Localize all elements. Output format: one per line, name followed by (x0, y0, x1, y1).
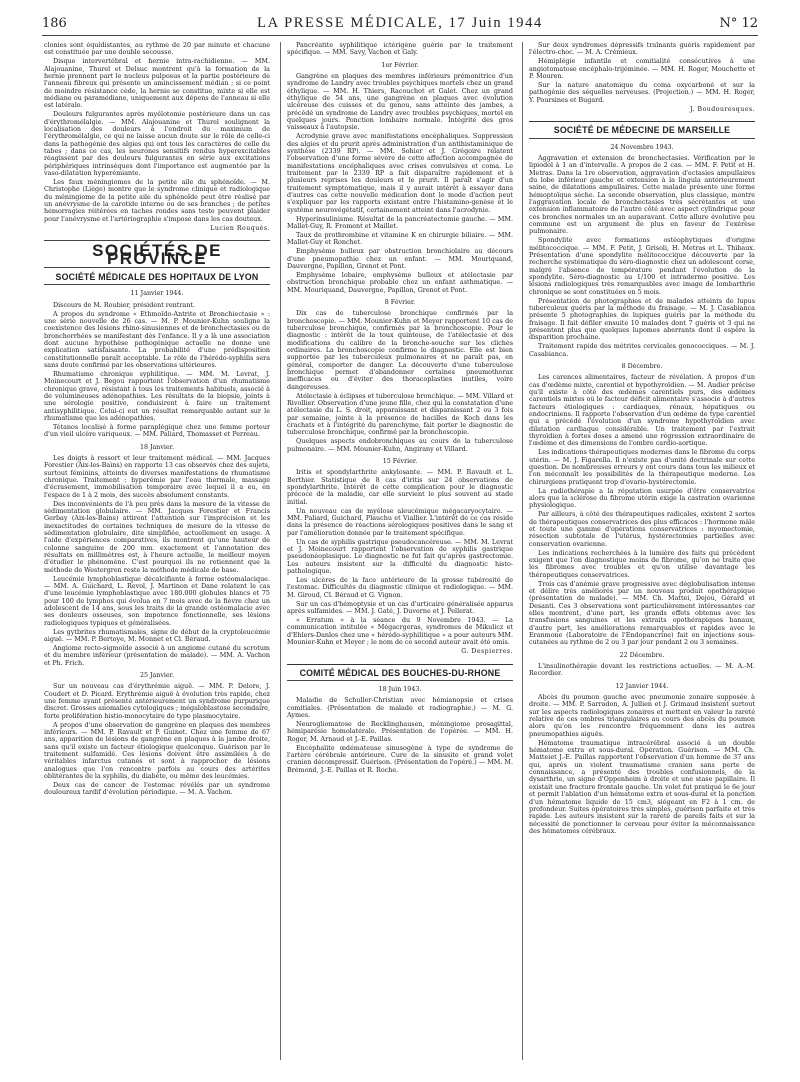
society-heading: SOCIÉTÉ MÉDICALE DES HOPITAUX DE LYON (44, 274, 270, 285)
paragraph: Deux cas de cancer de l'estomac révélés par un syndrome douloureux tardif d'évolution périodique. — M. A. Vachon. (44, 781, 270, 797)
paragraph: Les doigts à ressort et leur traitement médical. — MM. Jacques Forestier (Aix-les-Bains) en rapporte 13 cas observés chez des sujets, surtout féminins, atteints de diverses manifestations de rhumatisme chronique. Traitement : hyperémie par l'eau thermale, massage d'écrasement, immobilisation temporaire avec lequel il a eu, en l'espace de 1 à 2 mois, des succès absolument constants. (44, 454, 270, 499)
paragraph: Abcès du poumon gauche avec pneumonie zonaire supposée à droite. — MM. P. Sarradon, A. Jullien et J. Grimaud insistent surtout sur les aspects radiologiques zonaires et mettent en valeur la rareté relative de ces ombres triangulaires au cours des abcès du poumon alors qu'on les rencontre fréquemment dans les autres pneumopathies aiguës. (529, 693, 755, 738)
paragraph: Sur un nouveau cas d'érythrémie aiguë. — MM. P. Delore, J. Coudert et D. Picard. Erythrémie aiguë à évolution très rapide, chez une femme ayant présenté antérieurement un syndrome purpurique discret. Grosses anomalies cytologiques ; mégaloblastose secondaire, forte prolifération histio-monocytaire de type plasmocytaire. (44, 682, 270, 720)
paragraph: Aggravation et extension de bronchectasies. Vérification par le lipiodol à 1 an d'intervalle. A propos de 2 cas. — MM. F. Petit et H. Metras. Dans la 1re observation, aggravation d'ectasies ampullaires du lobe inférieur gauche et extension à la lingula antérieurement saine, de dilatations ampullaires. Cette malade présente une forme hémoptoïque sèche. La seconde observation, plus classique, montre l'aggravation locale de bronchectasies très sécrétantes et une extension inflammatoire de l'autre côté avec aspect cylindrique pour ces bronches normales un an auparavant. Cette allure évolutive peu commune est un argument de plus en faveur de l'exérèse pulmonaire. (529, 153, 755, 236)
paragraph: Les faux méningiomes de la petite aile du sphénoïde. — M. Christophe (Liège) montre que le syndrome clinique et radiologique du méningiome de la petite aile du sphénoïde peut être réalisé par un anévrysme de la carotide interne ou de ses branches ; de petites hémorragies réitérées en taches rondes sans teste peuvent plaider pour l'anévrysme et l'artériographie s'impose dans les cas douteux. (44, 177, 270, 223)
paragraph: Douleurs fulgurantes après myélotomie postérieure dans un cas d'érythromélalgie. — MM. Alajouanine et Thurel soulignent la localisation des douleurs à l'endroit du maximum de l'érythromélalgie, ce qui ne laisse aucun doute sur le rôle de celle-ci dans la pathogénie des algies qui ont tous les caractères de celle du tabes ; dans ce cas, les neurones sensitifs rendus hyperexcitables réagissent par des douleurs fulgurantes en série aux excitations périphériques intrinsèques dont l'importance est augmentée par la vaso-dilatation hyperémiante. (44, 110, 270, 178)
page-header (42, 14, 758, 36)
paragraph: Acrodynie grave avec manifestations encéphaliques. Suppression des algies et du prurit après administration d'un antihistaminique de synthèse (2339 RP). — MM. Sohier et J. Grégoire relatent l'observation d'une forme sévère de cette affection accompagnée de manifestations encéphaliques avec crises convulsives et coma. Le traitement par le 2339 RP a fait disparaître rapidement et à plusieurs reprises les douleurs et le prurit. Il paraît s'agir d'un traitement symptomatique, mais il y aurait intérêt à essayer dans d'autres cas cette nouvelle médication dont le mode d'action peut s'expliquer par les rapports existant entre l'histamino-genèse et le système neurovégétatif, certainement atteint dans l'acrodynie. (287, 132, 513, 214)
paragraph: Angiome recto-sigmoïde associé à un angiome cutané du scrotum et du membre inférieur (présentation de malade). — MM. A. Vachon et Ph. Frich. (44, 644, 270, 667)
paragraph: Hémiplégie infantile et comitialité consécutives à une angiotomatose encéphalo-trijéminée. — MM. H. Roger, Mouchette et P. Mouren. (529, 57, 755, 80)
paragraph: Les carences alimentaires, facteur de révélation. A propos d'un cas d'œdème mixte, carentiel et hypothyroïdien. — M. Audier précise qu'il existe à côté des œdèmes carentiels purs, des œdèmes carentiels mixtes où le facteur déficit alimentaire s'associe à d'autres facteurs étiologiques : cardiaques, rénaux, hépatiques ou endocriniens. Il rapporte l'observation d'un œdème de type carentiel qui a précédé l'évolution d'un syndrome hypothyroïdien avec dilatation cardiaque considérable. Un traitement par l'extrait thyroïdien à fortes doses a amené une régression extraordinaire de l'œdème et des dimensions de l'ombre cardio-aortique. (529, 373, 755, 448)
section-heading: SOCIÉTÉS DE PROVINCE (44, 240, 270, 268)
signature: G. Despierres. (461, 648, 513, 656)
paragraph: Maladie de Schuller-Christian avec hémianopsie et crises comitiales. (Présentation de malade et radiographie.) — M. G. Aymes. (287, 696, 513, 719)
column-3 (529, 42, 755, 1072)
paragraph: « Erratum » à la séance du 9 Novembre 1943. — La communication intitulée « Mégacrgeras, syndromes de Mikulicz et d'Ehlers-Danlos chez une « hérédo-syphilitique » a pour auteurs MM. Mounier-Kuhn et Meyer ; le nom de ce second auteur avait été omis. (287, 615, 513, 646)
column-divider (280, 42, 281, 1060)
paragraph: Iritis et spondylarthrite ankylosante. — MM. P. Ravault et L. Berthier. Statistique de 8 cas d'iritis sur 24 observations de spondylarthrite. Intérêt de cette complication pour le diagnostic précoce de la maladie, car elle survient le plus souvent au stade initial. (287, 468, 513, 506)
paragraph: Encéphalite œdémateuse sinusogène à type de syndrome de l'artère cérébrale antérieure. Cure de la sinusite et grand volet cranien décompressif. Guérison. (Présentation de l'opéré.) — MM. M. Brémond, J.-E. Paillas et R. Roche. (287, 743, 513, 774)
paragraph: Un nouveau cas de myélose aleucémique mégacaryocytaire. — MM. Paliard, Guichard, Plauchu et Viallier. L'intérêt de ce cas réside dans la présence de réactions sérologiques positives dans le sang et par l'amélioration donnée par le traitement spécifique. (287, 506, 513, 537)
paragraph: Les indications recherchées à la lumière des faits qui précèdent exigent que l'on diagnostique moins de fibrome, qu'on ne traite que les fibromes avec troubles et qu'on utilise davantage les thérapeutiques conservatrices. (529, 548, 755, 579)
column-2 (287, 42, 513, 1072)
paragraph: La radiothérapie a la réputation usurpée d'être conservatrice alors que la sclérose du fibrome utérin exige la castration ovarienne physiologique. (529, 486, 755, 510)
session-date: 25 Janvier. (140, 672, 174, 680)
paragraph: clonies sont équidistantes, au rythme de 20 par minute et chacune est constituée par une double secousse. (44, 42, 270, 57)
paragraph: Présentation de photographies et de malades atteints de lupus tuberculeux guéris par la méthode du fraisage. — M. J. Casabianca présente 5 photographies de lupiques guéris par la méthode du fraisage. Il fait défiler ensuite 10 malades dont 7 guéris et 3 qui ne présentent plus que quelques lupomes aberrants dont il espère la disparition prochaine. (529, 296, 755, 342)
paragraph: Quelques aspects endobronchiques au cours de la tuberculose pulmonaire. — MM. Mounier-Kuhn, Angirany et Villard. (287, 437, 513, 453)
paragraph: A propos du syndrome « Ethmoïdo-Antrite et Bronchiectasie » : une série nouvelle de 26 cas. — M. P. Mounier-Kuhn souligne la coexistence des lésions rhino-sinusiennes et de bronchectasies ou de bronchorrhées se manifestant dès l'enfance. Il y a là une association dont aucune hypothèse pathogénique actuelle ne donne une explication satisfaisante. La probabilité d'une prédisposition constitutionnelle paraît acceptable. Le rôle de l'hérédo-syphilis sera sans doute confirmé par les observations ultérieures. (44, 309, 270, 370)
session-date: 24 Novembre 1943. (610, 143, 674, 151)
paragraph: Taux de prothrombine et vitamine K en chirurgie biliaire. — MM. Mallet-Guy et Ronchet. (287, 231, 513, 247)
session-date: 18 Juin 1943. (378, 685, 422, 693)
paragraph: Atélectasie à éclipses et tuberculose bronchique. — MM. Villard et Rivollier. Observation d'une jeune fille, chez qui la constatation d'une atélectasie du L. S. droit, apparaissant et disparaissant 2 ou 3 fois par semaine, jointe à la présence de bacilles de Koch dans les crachats et à l'intégrité du parenchyme, fait porter le diagnostic de tuberculose bronchique, confirmé par la bronchoscopie. (287, 391, 513, 437)
paragraph: Neurogliomatose de Recklinghausen, méningiome prosagittal, hémiparésie homolatérale. Présentation de l'opérée. — MM. H. Roger, M. Arnaud et J.-E. Paillas. (287, 719, 513, 743)
issue-number: N° 12 (719, 16, 758, 31)
paragraph: Spondylite avec formations ostéophytiques d'origine mélitococcique. — MM. F. Petit, J. Grisoli, H. Metras et L. Thibaux. Présentation d'une spondylite mélitococcique découverte par la recherche systématique du séro-diagnostic chez un adolescent corse, malgré l'absence de température pendant l'évolution de la spondylite. Séro-diagnostic au 1/100 et intradermo positive. Les lésions radiologiques très remarquables avec image de lombarthrie chronique se sont constituées en 5 mois. (529, 236, 755, 296)
paragraph: A propos d'une observation de gangrène en plaques des membres inférieurs. — MM. P. Ravault et P. Guinet. Chez une femme de 67 ans, apparition de lésions de gangrène en plaques à la jambe droite, sans qu'il existe un facteur étiologique quelconque. Guérison par le traitement sulfamidé. Ces lésions doivent être assimilées à de véritables infarctus cutanés et sont à rapprocher de lésions analogues que l'on rencontre parfois au cours des artérites oblitérantes de la syphilis, du diabète, ou même des leucémies. (44, 720, 270, 781)
paragraph: Des inconvénients de l'à peu près dans la mesure de la vitesse de sédimentation globulaire. — MM. Jacques Forestier et Francis Gerbay (Aix-les-Bains) attirent l'attention sur l'imprécision et les inexactitudes de certaines techniques de mesure de la vitesse de sédimentation globulaire, dite simplifiée, actuellement en usage. A l'aide d'expériences comparatives, ils montrent qu'une hauteur de colonne sanguine de 200 mm. exactement et l'annotation des résultats en millimètres est, à l'heure actuelle, le meilleur moyen d'étudier le phénomène. C'est pourquoi ils ne retiennent que la méthode de Westergren reste la méthode médicale de base. (44, 499, 270, 574)
paragraph: Sur la nature anatomique du coma oxycarboné et sur la pathogénie des séquelles nerveuses. (Projection.) — MM. H. Roger, Y. Poursines et Bugard. (529, 80, 755, 104)
paragraph: Par ailleurs, à côté des thérapeutiques radicales, existent 2 sortes de thérapeutiques conservatrices des plus efficaces : l'hormone mâle et toute une gamme d'opérations conservatrices : myomectomie, résection subtotale de l'utérus, hystérectomies partielles avec conservation ovarienne. (529, 510, 755, 548)
paragraph: Rhumatisme chronique syphilitique. — MM. M. Levrat, J. Moinecourt et J. Begou rapportent l'observation d'un rhumatisme chronique grave, résistant à tous les traitements habituels, associé à de volumineuses adénopathies. Les résultats de la biopsie, joints à une sérologie positive, conduisirent à faire un traitement antisyphilitique. Celui-ci eut un résultat remarquable autant sur le rhumatisme que les adénopathies. (44, 370, 270, 423)
session-date: 1er Février. (381, 61, 419, 69)
session-date: 12 Janvier 1944. (615, 682, 669, 690)
column-1 (44, 42, 270, 1072)
paragraph: Discours de M. Roubier, président rentrant. (53, 300, 195, 309)
paragraph: Emphysème lobaire, emphysème bulleux et atélectasie par obstruction bronchique probable chez un enfant asthmatique. — MM. Mouriquand, Dauvergne, Papillon, Grenot et Pont. (287, 270, 513, 294)
paragraph: Traitement rapide des métrites cervicales gonococciques. — M. J. Casabianca. (529, 342, 755, 358)
paragraph: L'insulinothérapie devant les restrictions actuelles. — M. A.-M. Recordier. (529, 662, 755, 678)
session-date: 15 Février. (382, 458, 418, 466)
paragraph: Pancréatite syphilitique ictérigène guérie par le traitement spécifique. — MM. Savy, Vachon et Galy. (287, 42, 513, 57)
signature: J. Boudouresques. (690, 105, 755, 113)
session-date: 8 Février. (384, 298, 416, 306)
paragraph: Un cas de syphilis gastrique pseudocancéreuse. — MM. M. Levrat et J. Moinecourt rapportent l'observation de syphilis gastrique pseudonéoplasique. Le diagnostic ne fut fait qu'après gastrectomie. Les auteurs insistent sur la difficulté du diagnostic histo-pathologique. (287, 537, 513, 576)
signature: Lucien Rouquès. (210, 225, 270, 233)
paragraph: Tétanos localisé à forme paraplégique chez une femme porteur d'un vieil ulcère variqueux. — MM. Paliard, Thomasset et Perreau. (44, 423, 270, 439)
paragraph: Sur un cas d'hémoptysie et un cas d'urticaire généralisée apparus après sulfamides. — MM. J. Gaté, J. Duverne et J. Pellerat. (287, 599, 513, 615)
paragraph: Trois cas d'anémie grave progressive avec déglobulisation intense et délire très améliorés par un nouveau produit opothérapique (présentation de malade). — MM. Ch. Mattei, Dejou, Gérard et Desanti. Ces 3 observations sont particulièrement intéressantes car elles montrent, d'une part, les grands effets obtenus avec les transfusions sanguines et les extraits opothérapiques banaux, d'autre part, les améliorations remarquables et rapides avec le Eranmone (Laboratoire de l'Endopancrine) fait en injections sous-cutanées au rythme de 2 ou 3 par jour pendant 2 ou 3 semaines. (529, 579, 755, 647)
session-date: 8 Décembre. (621, 363, 663, 371)
paragraph: Les gytbrites rhumatismales, signe de début de la cryptoleucémie aiguë. — MM. P. Bertoye, M. Monnet et Cl. Béraud. (44, 627, 270, 644)
session-date: 11 Janvier 1944. (130, 290, 184, 298)
column-divider (522, 42, 523, 1060)
society-heading: COMITÉ MÉDICAL DES BOUCHES-DU-RHONE (287, 664, 513, 681)
paragraph: Hyperinsulinisme. Résultat de la pancréatectomie gauche. — MM. Mallet-Guy, R. Froment et Maillet. (287, 214, 513, 231)
paragraph: Dix cas de tuberculose bronchique confirmés par la bronchoscopie. — MM. Mounier-Kuhn et Meyer rapportent 10 cas de tuberculose bronchique, confirmés par la bronchoscopie. Pour le diagnostic : intérêt de la toux quinteuse, de l'atélectasie et des modifications du calibre de la bronche-souche sur les clichés ordinaires. La bronchoscopie confirme le diagnostic. Elle est bien supportée par les tuberculeux pulmonaires et ne paraît pas, en général, comporter de danger. La découverte d'une tuberculose bronchique permet d'abandonner certaines pneumothorax inefficaces ou d'éviter des thoracoplasties inutiles, voire dangereuses. (287, 309, 513, 391)
session-date: 18 Janvier. (140, 443, 174, 451)
session-date: 22 Décembre. (619, 651, 665, 659)
paragraph: Hématome traumatique intracérébral associé à un double hématome extra et sous-dural. Opération. Guérison. — MM. Ch. Matteiet J.-E. Paillas rapportent l'observation d'un homme de 37 ans qui, après un violent traumatisme cranien sans perte de connaissance, a présenté des troubles confusionnels, de la dysarthrie, un signe d'Oppenheim à droite et une stase papillaire. Il existait une fracture frontale gauche. Un volet fut pratiqué le 6e jour et permit l'ablation d'un hématome extra et sous-dural et la ponction d'un hématome liquide de 15 cm3, siégeant en F2 à 1 cm. de profondeur. Suites opératoires très simples, guérison parfaite et très rapide. Les auteurs insistent sur la rareté de pareils faits et sur la nécessité de ponctionner le cerveau pour éviter la méconnaissance des hématomes cérébraux. (529, 738, 755, 835)
society-heading: SOCIÉTÉ DE MÉDECINE DE MARSEILLE (529, 121, 755, 138)
paragraph: Sur deux syndromes dépressifs traînants guéris rapidement par l'électro-choc. — M. A. Crémieux. (529, 42, 755, 57)
paragraph: Disque intervertébral et hernie intra-rachidienne. — MM. Alajouanine, Thurel et Delsuc montrent qu'à la formation de la hernie prennent part le nucleus pulposus et la partie postérieure de l'anneau fibreux qui présente un amincissement médian ; si ce point de moindre résistance cède, la hernie se constitue, mixte si elle est médiane ou paramédiane, uniquement aux dépens de l'anneau si elle est latérale. (44, 57, 270, 110)
paragraph: Les indications thérapeutiques modernes dans le fibrome du corps utérin. — M. J. Figarella. Il n'existe pas d'unité doctrinale sur cette question. De nombreuses erreurs y ont cours dans tous les milieux et l'on méconnaît les possibilités de la thérapeutique moderne. Les chirurgiens pratiquent trop d'ovario-hystérectomie. (529, 448, 755, 486)
paragraph: Leucémie lymphoblastique décalcifiante à forme ostéomalacique. — MM. A. Guichard, L. Revol, J. Martinon et Dane relatent le cas d'une leucémie lymphoblastique avec 180.000 globules blancs et 75 pour 100 de lymphos qui évolua en 7 mois avec de la fièvre chez un adolescent de 14 ans, sous les traits de la grande ostéomalacie avec ses douleurs osseuses, son impotence fonctionnelle, ses lésions radiologiques typiques et généralisées. (44, 574, 270, 627)
journal-title: LA PRESSE MÉDICALE, 17 Juin 1944 (257, 15, 543, 31)
paragraph: Les ulcères de la face antérieure de la grosse tubérosité de l'estomac. Difficultés du diagnostic clinique et radiologique. — MM. M. Giroud, Cl. Béraud et G. Vignon. (287, 575, 513, 599)
paragraph: Gangrène en plaques des membres inférieurs prémonitrice d'un syndrome de Landry avec troubles psychiques mortels chez un grand éthylique. — MM. H. Thiers, Racouchot et Galet. Chez un grand éthylique de 54 ans, une gangrène en plaques avec évolution ulcéreuse des cuisses et du genou, sans atteinte des jambes, a précédé un syndrome de Landry avec troubles psychiques, mortel en quelques jours. Ponction lombaire normale. Intégrité des gros vaisseaux à l'autopsie. (287, 72, 513, 132)
paragraph: Emphysème bulleux par obstruction bronchiolaire au décours d'une pneumopathie chez un enfant. — MM. Mouriquand, Dauvergne, Papillon, Grenot et Pont. (287, 247, 513, 270)
page-number: 186 (42, 16, 67, 31)
